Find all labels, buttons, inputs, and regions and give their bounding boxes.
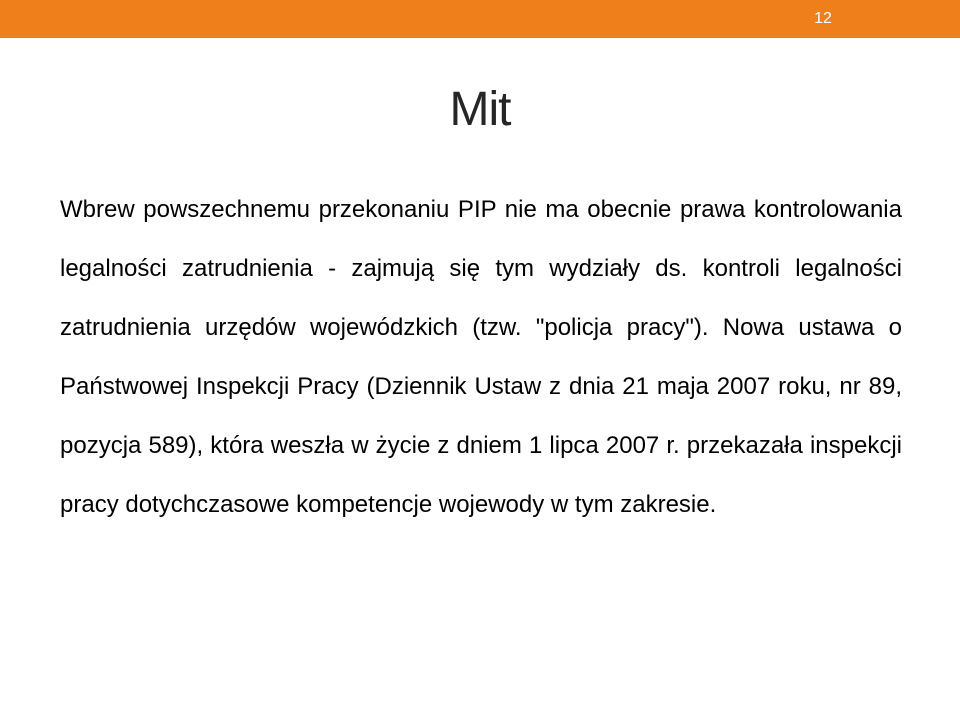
slide-body-text: Wbrew powszechnemu przekonaniu PIP nie ma obecnie prawa kontrolowania legalności zatrudnienia - zajmują się tym wydziały ds. kontroli legalności zatrudnienia urzędów wojewódzkich (tzw. "policja pracy"). Nowa ustawa o Państwowej Inspekcji Pracy (Dziennik Ustaw z dnia 21 maja 2007 roku, nr 89, pozycja 589), która weszła w życie z dniem 1 lipca 2007 r. przekazała inspekcji pracy dotychczasowe kompetencje wojewody w tym zakresie. [60,196,902,518]
slide-title: Mit [449,83,511,136]
slide-number: 12 [814,10,832,27]
top-accent-bar [0,0,960,38]
